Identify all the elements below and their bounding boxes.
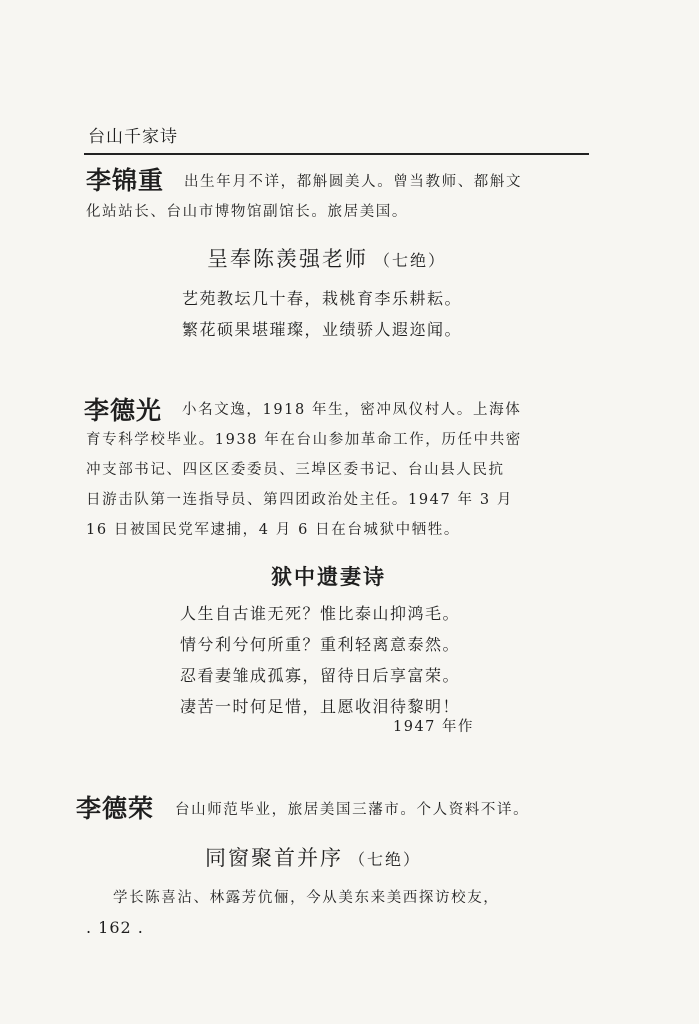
poem-title-text: 呈奉陈羡强老师: [207, 247, 368, 271]
poem-title: [207, 243, 446, 273]
poem-title-text: 同窗聚首并序: [205, 846, 343, 870]
poem-date: 1947 年作: [393, 719, 475, 735]
poet-bio-line: 化站站长、台山市博物馆副馆长。旅居美国。: [86, 204, 408, 220]
poem-body: [182, 283, 462, 345]
poet-bio-line: 16 日被国民党军逮捕，4 月 6 日在台城狱中牺牲。: [86, 522, 461, 538]
poem-body: [180, 598, 460, 722]
poem-title: [205, 842, 421, 872]
poet-name: 李锦重: [86, 166, 165, 195]
poet-name: 李德光: [84, 396, 163, 425]
poem-preface-line: 学长陈喜沾、林露芳伉俪，今从美东来美西探访校友，: [113, 890, 500, 906]
poem-line: 忍看妻雏成孤寡，留待日后享富荣。: [180, 666, 461, 685]
poet-bio-first-line: 台山师范毕业，旅居美国三藩市。个人资料不详。: [175, 802, 530, 818]
poem-line: 人生自古谁无死？惟比泰山抑鸿毛。: [180, 604, 461, 623]
poem-line: 凄苦一时何足惜，且愿收泪待黎明！: [180, 697, 461, 716]
poet-bio-first-line: 出生年月不详，都斛圆美人。曾当教师、都斛文: [184, 174, 523, 190]
page-number: . 162 .: [86, 918, 144, 937]
running-header: 台山千家诗: [88, 127, 178, 147]
poet-bio-line: 冲支部书记、四区区委委员、三埠区委书记、台山县人民抗: [86, 462, 505, 478]
poem-line: 情兮利兮何所重？重利轻离意泰然。: [180, 635, 461, 654]
poem-line: 艺苑教坛几十春，栽桃育李乐耕耘。: [182, 289, 463, 308]
poem-form: （七绝）: [349, 850, 422, 869]
poem-line: 繁花硕果堪璀璨，业绩骄人遐迩闻。: [182, 320, 463, 339]
poem-title: [271, 561, 386, 591]
poet-bio-first-line: 小名文逸，1918 年生，密冲凤仪村人。上海体: [182, 402, 522, 418]
poet-bio-line: 育专科学校毕业。1938 年在台山参加革命工作，历任中共密: [86, 432, 522, 448]
poet-bio-line: 日游击队第一连指导员、第四团政治处主任。1947 年 3 月: [86, 492, 513, 508]
poem-form: （七绝）: [374, 251, 447, 270]
poet-name: 李德荣: [76, 794, 155, 823]
header-rule: [84, 153, 589, 155]
poem-title-text: 狱中遗妻诗: [271, 565, 386, 589]
